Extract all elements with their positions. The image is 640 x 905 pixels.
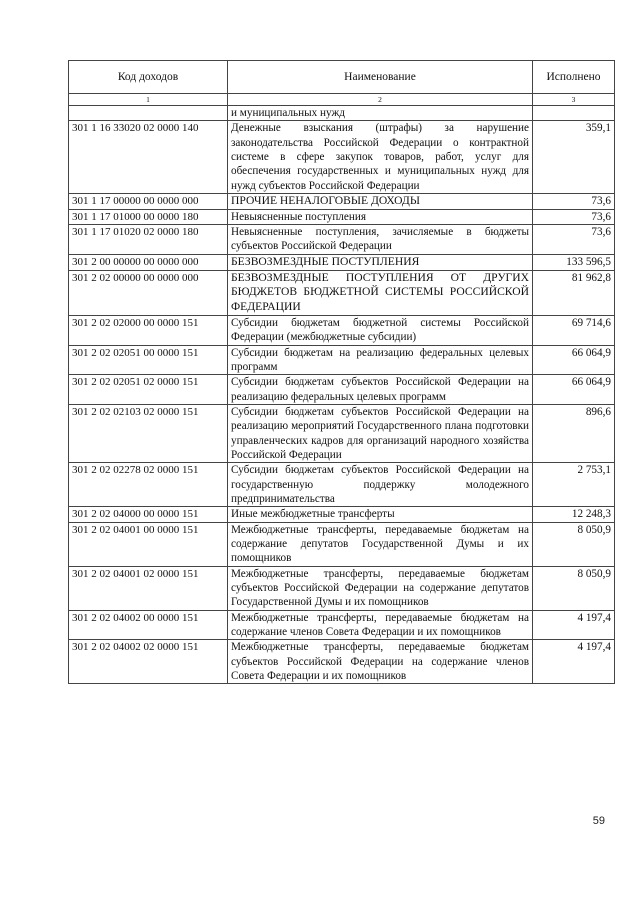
revenue-code-cell: 301 2 02 02103 02 0000 151 xyxy=(69,405,228,463)
revenue-code-cell: 301 1 16 33020 02 0000 140 xyxy=(69,121,228,194)
revenue-name-cell: Денежные взыскания (штрафы) за нарушение законодательства Российской Федерации о контрактной системе в сфере закупок товаров, работ, услуг для обеспечения государственных и муниципальных нужд для нужд субъектов Российской Федерации xyxy=(228,121,533,194)
header-name: Наименование xyxy=(228,61,533,94)
executed-amount-cell: 73,6 xyxy=(533,225,615,255)
executed-amount-cell: 66 064,9 xyxy=(533,345,615,375)
executed-amount-cell: 896,6 xyxy=(533,405,615,463)
table-row xyxy=(69,121,615,194)
column-number-1: 1 xyxy=(69,94,228,106)
executed-amount-cell: 66 064,9 xyxy=(533,375,615,405)
revenue-code-cell: 301 2 02 02051 00 0000 151 xyxy=(69,345,228,375)
executed-amount-cell: 133 596,5 xyxy=(533,254,615,270)
table-header xyxy=(69,61,615,106)
revenue-name-cell: Субсидии бюджетам бюджетной системы Российской Федерации (межбюджетные субсидии) xyxy=(228,316,533,346)
header-row xyxy=(69,61,615,94)
revenue-code-cell: 301 2 02 04001 02 0000 151 xyxy=(69,566,228,610)
executed-amount-cell: 4 197,4 xyxy=(533,610,615,640)
executed-amount-cell: 81 962,8 xyxy=(533,270,615,315)
revenue-code-cell: 301 2 02 02278 02 0000 151 xyxy=(69,463,228,507)
column-number-row xyxy=(69,94,615,106)
revenue-code-cell: 301 2 02 04002 00 0000 151 xyxy=(69,610,228,640)
revenue-code-cell: 301 1 17 00000 00 0000 000 xyxy=(69,193,228,209)
table-row xyxy=(69,405,615,463)
revenue-code-cell: 301 2 02 04002 02 0000 151 xyxy=(69,640,228,684)
revenue-code-cell: 301 2 02 00000 00 0000 000 xyxy=(69,270,228,315)
revenue-name-cell: и муниципальных нужд xyxy=(228,106,533,121)
page-number: 59 xyxy=(592,815,605,827)
column-number-3: 3 xyxy=(533,94,615,106)
table-row xyxy=(69,270,615,315)
table-row xyxy=(69,345,615,375)
table-row xyxy=(69,193,615,209)
executed-amount-cell: 69 714,6 xyxy=(533,316,615,346)
executed-amount-cell: 12 248,3 xyxy=(533,507,615,522)
executed-amount-cell: 359,1 xyxy=(533,121,615,194)
revenue-name-cell: Субсидии бюджетам субъектов Российской Федерации на реализацию мероприятий Государственного плана подготовки управленческих кадров для организаций народного хозяйства Российской Федерации xyxy=(228,405,533,463)
revenue-name-cell: Межбюджетные трансферты, передаваемые бюджетам на содержание депутатов Государственной Думы и их помощников xyxy=(228,522,533,566)
revenue-code-cell: 301 1 17 01000 00 0000 180 xyxy=(69,209,228,224)
revenue-code-cell: 301 2 02 04001 00 0000 151 xyxy=(69,522,228,566)
table-row xyxy=(69,640,615,684)
table-row xyxy=(69,375,615,405)
header-code: Код доходов xyxy=(69,61,228,94)
executed-amount-cell: 8 050,9 xyxy=(533,522,615,566)
revenue-table xyxy=(68,60,615,684)
revenue-name-cell: Невыясненные поступления xyxy=(228,209,533,224)
executed-amount-cell: 73,6 xyxy=(533,209,615,224)
executed-amount-cell: 73,6 xyxy=(533,193,615,209)
header-value: Исполнено xyxy=(533,61,615,94)
revenue-name-cell: Субсидии бюджетам на реализацию федеральных целевых программ xyxy=(228,345,533,375)
table-row xyxy=(69,106,615,121)
executed-amount-cell: 2 753,1 xyxy=(533,463,615,507)
column-number-2: 2 xyxy=(228,94,533,106)
revenue-code-cell: 301 2 02 04000 00 0000 151 xyxy=(69,507,228,522)
table-row xyxy=(69,209,615,224)
table-body xyxy=(69,106,615,684)
table-row xyxy=(69,254,615,270)
table-row xyxy=(69,610,615,640)
executed-amount-cell: 4 197,4 xyxy=(533,640,615,684)
revenue-code-cell: 301 2 02 02051 02 0000 151 xyxy=(69,375,228,405)
table-row xyxy=(69,566,615,610)
revenue-code-cell xyxy=(69,106,228,121)
revenue-name-cell: Межбюджетные трансферты, передаваемые бюджетам на содержание членов Совета Федерации и их помощников xyxy=(228,610,533,640)
revenue-name-cell: Межбюджетные трансферты, передаваемые бюджетам субъектов Российской Федерации на содержание депутатов Государственной Думы и их помощников xyxy=(228,566,533,610)
revenue-code-cell: 301 1 17 01020 02 0000 180 xyxy=(69,225,228,255)
revenue-name-cell: ПРОЧИЕ НЕНАЛОГОВЫЕ ДОХОДЫ xyxy=(228,193,533,209)
revenue-name-cell: Субсидии бюджетам субъектов Российской Федерации на государственную поддержку молодежного предпринимательства xyxy=(228,463,533,507)
revenue-name-cell: Невыясненные поступления, зачисляемые в бюджеты субъектов Российской Федерации xyxy=(228,225,533,255)
table-row xyxy=(69,463,615,507)
revenue-name-cell: Межбюджетные трансферты, передаваемые бюджетам субъектов Российской Федерации на содержание членов Совета Федерации и их помощников xyxy=(228,640,533,684)
revenue-name-cell: Субсидии бюджетам субъектов Российской Федерации на реализацию федеральных целевых программ xyxy=(228,375,533,405)
table-row xyxy=(69,522,615,566)
table-row xyxy=(69,316,615,346)
table-row xyxy=(69,225,615,255)
revenue-name-cell: БЕЗВОЗМЕЗДНЫЕ ПОСТУПЛЕНИЯ ОТ ДРУГИХ БЮДЖЕТОВ БЮДЖЕТНОЙ СИСТЕМЫ РОССИЙСКОЙ ФЕДЕРАЦИИ xyxy=(228,270,533,315)
revenue-code-cell: 301 2 00 00000 00 0000 000 xyxy=(69,254,228,270)
revenue-name-cell: Иные межбюджетные трансферты xyxy=(228,507,533,522)
table-row xyxy=(69,507,615,522)
revenue-name-cell: БЕЗВОЗМЕЗДНЫЕ ПОСТУПЛЕНИЯ xyxy=(228,254,533,270)
executed-amount-cell xyxy=(533,106,615,121)
executed-amount-cell: 8 050,9 xyxy=(533,566,615,610)
revenue-code-cell: 301 2 02 02000 00 0000 151 xyxy=(69,316,228,346)
